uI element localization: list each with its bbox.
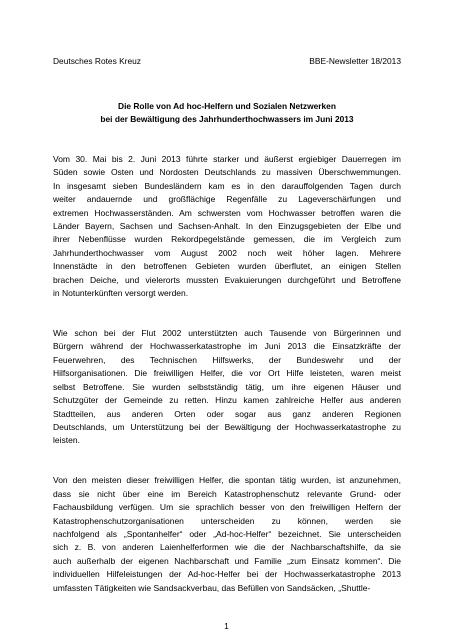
paragraph-line: Feuerwehren, des Technischen Hilfswerks, der Bundeswehr und der	[53, 354, 401, 365]
title-line-1: Die Rolle von Ad hoc-Helfern und Sozialen Netzwerken	[118, 101, 336, 111]
paragraph-line: Jahrhunderthochwasser vom August 2002 noch weit höher lagen. Mehrere	[53, 247, 401, 258]
paragraph-line: Süden sowie Osten und Nordosten Deutschlands zu massiven Überschwemmungen.	[53, 167, 401, 178]
paragraph-line: Länder Bayern, Sachsen und Sachsen-Anhalt. In den Einzugsgebieten der Elbe und	[53, 221, 401, 232]
paragraph-line: Katastrophenschutzorganisationen unterscheiden zu können, werden sie	[53, 515, 401, 526]
document-body	[53, 153, 401, 622]
page-header	[53, 56, 401, 66]
paragraph-line: Vom 30. Mai bis 2. Juni 2013 führte starker und äußerst ergiebiger Dauerregen im	[53, 154, 401, 164]
paragraph-line: dass sie nicht über eine im Bereich Katastrophenschutz relevante Grund- oder	[53, 488, 401, 499]
paragraph-line: Hilfsorganisationen. Die freiwilligen Helfer, die vor Ort Hilfe leisteten, waren meist	[53, 368, 401, 379]
paragraph-line: Schutzgüter der Gemeinde zu retten. Hinzu kamen zahlreiche Helfer aus anderen	[53, 395, 401, 406]
paragraph-line: sich z. B. von anderen Laienhelferformen wie die der Nachbarschaftshilfe, da sie	[53, 542, 401, 553]
paragraph	[53, 153, 401, 300]
page-number: 1	[224, 621, 229, 631]
header-newsletter: BBE-Newsletter 18/2013	[309, 56, 401, 66]
paragraph-line: nachfolgend als „Spontanhelfer“ oder „Ad-hoc-Helfer“ bezeichnet. Sie unterscheiden	[53, 528, 401, 539]
paragraph-line: extremen Hochwasserständen. Am schwersten vom Hochwasser betroffen waren die	[53, 207, 401, 218]
header-organization: Deutsches Rotes Kreuz	[53, 56, 141, 66]
paragraph-line: Fachausbildung verfügen. Um sie sprachlich besser von den freiwilligen Helfern der	[53, 502, 401, 513]
paragraph	[53, 327, 401, 448]
paragraph-line: Bürgern während der Hochwasserkatastrophe im Juni 2013 die Einsatzkräfte der	[53, 341, 401, 352]
paragraph-line: auch außerhalb der eigenen Nachbarschaft und Familie „zum Einsatz kommen“. Die	[53, 555, 401, 566]
paragraph-line: in Notunterkünften versorgt werden.	[53, 288, 189, 299]
paragraph-line: selbst Betroffene. Sie wurden selbstständig tätig, um ihre eigenen Häuser und	[53, 381, 401, 392]
paragraph-line: Wie schon bei der Flut 2002 unterstützten auch Tausende von Bürgerinnen und	[53, 328, 401, 339]
paragraph-line: leisten.	[53, 435, 80, 446]
paragraph-line: brachen Deiche, und vielerorts mussten Evakuierungen durchgeführt und Betroffene	[53, 274, 401, 285]
paragraph-line: umfassten Tätigkeiten wie Sandsackverbau, das Befüllen von Sandsäcken, „Shuttle-	[53, 582, 371, 593]
paragraph-line: ihrer Nebenflüsse wurden Rekordpegelstände gemessen, die im Vergleich zum	[53, 234, 401, 245]
document-title	[53, 100, 401, 126]
paragraph-line: weiter andauernde und großflächige Regenfälle zu Lageverschärfungen und	[53, 194, 401, 205]
paragraph-line: Von den meisten dieser freiwilligen Helfer, die spontan tätig wurden, ist anzunehmen,	[53, 475, 401, 486]
paragraph-line: individuellen Hilfeleistungen der Ad-hoc-Helfer bei der Hochwasserkatastrophe 2013	[53, 569, 401, 580]
paragraph-line: Deutschlands, um Unterstützung bei der Bewältigung der Hochwasserkatastrophe zu	[53, 421, 401, 432]
paragraph-line: Stadtteilen, aus anderen Orten oder sogar aus ganz anderen Regionen	[53, 408, 401, 419]
paragraph-line: In insgesamt sieben Bundesländern kam es in den darauffolgenden Tagen durch	[53, 180, 401, 191]
paragraph-line: Innenstädte in den betroffenen Gebieten wurden überflutet, an einigen Stellen	[53, 261, 401, 272]
paragraph	[53, 474, 401, 595]
title-line-2: bei der Bewältigung des Jahrhunderthochwassers im Juni 2013	[100, 114, 354, 124]
